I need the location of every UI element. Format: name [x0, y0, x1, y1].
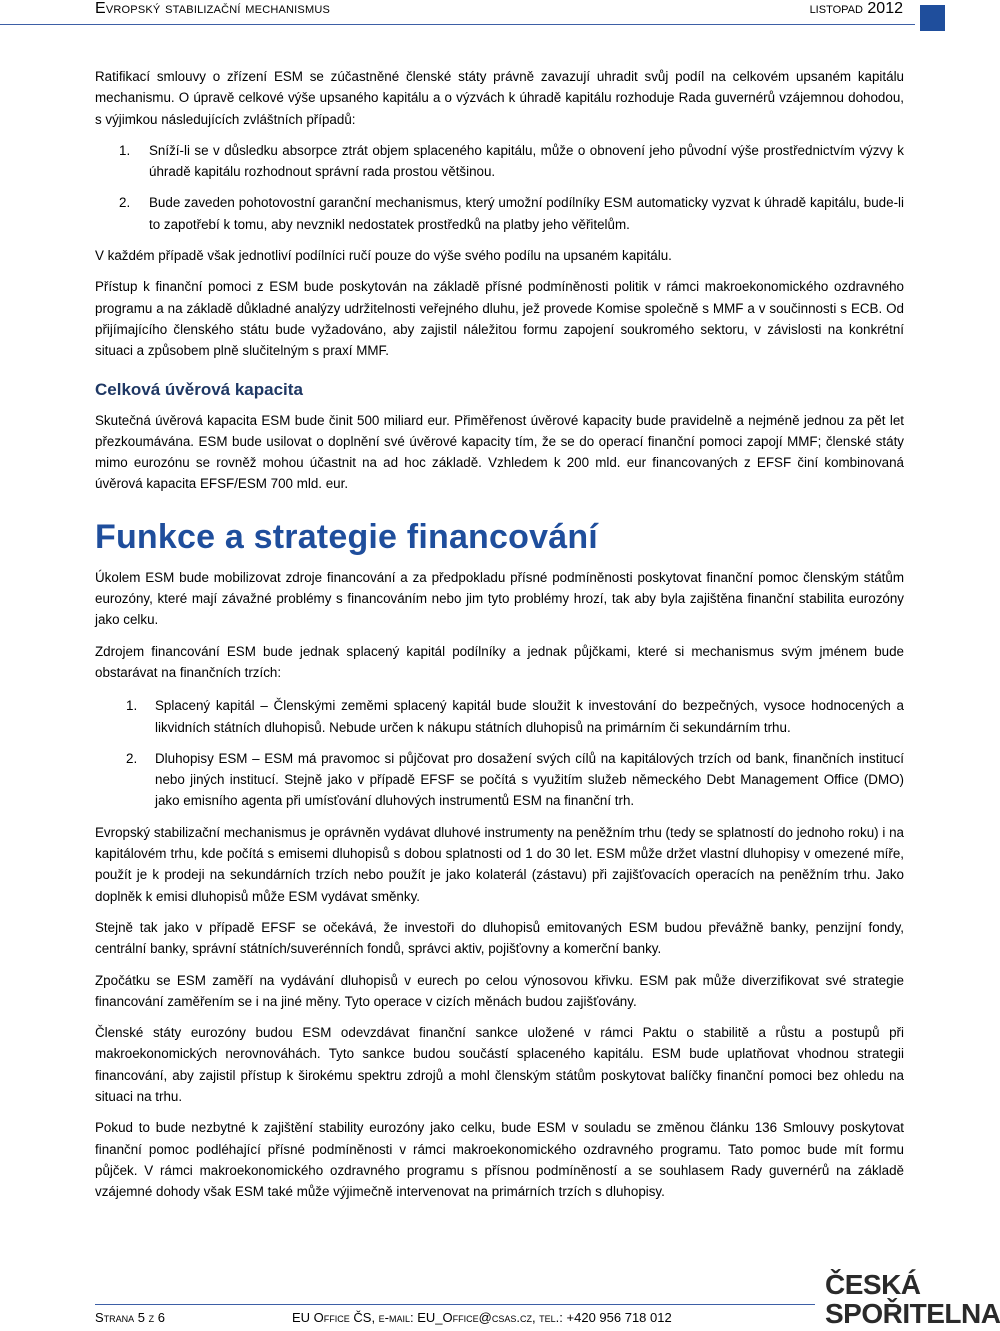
- funding-sources-list: [95, 695, 904, 811]
- paragraph-intro: Ratifikací smlouvy o zřízení ESM se zúčastněné členské státy právně zavazují uhradit svůj podíl na celkovém upsaném kapitálu mechanismu. O úpravě celkové výše upsaného kapitálu a o výzvách k úhradě kapitálu rozhoduje Rada guvernérů vzájemnou dohodou, s výjimkou následujících zvláštních případů:: [95, 69, 904, 127]
- list-item-text: Sníží-li se v důsledku absorpce ztrát objem splaceného kapitálu, může o obnovení jeho původní výše prostřednictvím výzvy k úhradě kapitálu rozhodnout správní rada prostou většinou.: [149, 142, 904, 180]
- list-item-text: Bude zaveden pohotovostní garanční mechanismus, který umožní podílníky ESM automaticky vyzvat k úhradě kapitálu, bude-li to zapotřebí k tomu, aby nevznikl nedostatek prostředků na platby jeho věřitelům.: [149, 195, 904, 232]
- paragraph-capacity: Skutečná úvěrová kapacita ESM bude činit 500 miliard eur. Přiměřenost úvěrové kapacity bude pravidelně a nejméně jednou za pět let přezkoumávána. ESM bude usilovat o doplnění své úvěrové kapacity tím, že se do operací finanční pomoci zapojí MMF; členské státy mimo eurozónu se rovněž mohou účastnit na ad hoc základě. Vzhledem k 200 mld. eur financovaných z EFSF činí kombinovaná úvěrová kapacita EFSF/ESM 700 mld. eur.: [95, 412, 904, 492]
- paragraph-authorized: Evropský stabilizační mechanismus je oprávněn vydávat dluhové instrumenty na peněžním trhu (tedy se splatností do jednoho roku) i na kapitálovém trhu, kde počítá s emisemi dluhopisů s dobou splatnosti od 1 do 30 let. ESM může držet vlastní dluhopisy v omezené míře, použít je k prodeji na sekundárních trzích nebo použít je jako kolaterál (zástavu) při zajišťovacích operacích na peněžním trhu. Jako doplněk k emisi dluhopisů může ESM vydávat směnky.: [95, 824, 904, 904]
- list-item-text: Splacený kapitál – Členskými zeměmi splacený kapitál bude sloužit k investování do bezpečných, vysoce hodnocených a likvidních státních dluhopisů. Nebude určen k nákupu státních dluhopisů na primárním či sekundárním trhu.: [155, 698, 904, 735]
- list-number: 1.: [126, 698, 138, 714]
- paragraph-investors: Stejně tak jako v případě EFSF se očekává, že investoři do dluhopisů emitovaných ESM budou převážně banky, penzijní fondy, centrální banky, správní státních/suverénních fondů, správci aktiv, pojišťovny a komerční banky.: [95, 919, 904, 957]
- list-item-text: Dluhopisy ESM – ESM má pravomoc si půjčovat pro dosažení svých cílů na kapitálových trzích od bank, finančních institucí nebo jiných institucí. Stejně jako v případě EFSF se počítá s využitím služeb německého Debt Management Office (DMO) jako emisního agenta při umísťování dluhových instrumentů ESM na finanční trh.: [155, 750, 904, 809]
- paragraph-necessary: Pokud to bude nezbytné k zajištění stability eurozóny jako celku, bude ESM v souladu se změnou článku 136 Smlouvy poskytovat finanční pomoc podléhající přísné podmíněnosti v rámci makroekonomického ozdravného programu. Tato pomoc bude mít formu půjček. V rámci makroekonomického ozdravného programu s přísnou podmíněností a se souhlasem Rady guvernérů na základě vzájemné dohody však ESM také může výjimečně intervenovat na primárních trzích s dluhopisy.: [95, 1120, 904, 1200]
- list-item: [95, 695, 904, 738]
- logo-line-1: ČESKÁ: [825, 1269, 921, 1300]
- header-date: listopad 2012: [809, 0, 903, 17]
- paragraph-sources: Zdrojem financování ESM bude jednak splacený kapitál podílníky a jednak půjčkami, které si mechanismus svým jménem bude obstarávat na finančních trzích:: [95, 643, 904, 680]
- header-accent-block: [920, 5, 945, 31]
- list-item: [95, 192, 904, 235]
- list-item: [95, 748, 904, 812]
- footer-page-number: Strana 5 z 6: [95, 1310, 165, 1325]
- heading-capacity: Celková úvěrová kapacita: [95, 379, 303, 399]
- ceska-sporitelna-logo: [825, 1269, 1000, 1331]
- paragraph-initially: Zpočátku se ESM zaměří na vydávání dluhopisů v eurech po celou výnosovou křivku. ESM pak může diverzifikovat své strategie financování zaměřením se i na jiné měny. Tyto operace v cizích měnách budou zajišťovány.: [95, 972, 904, 1009]
- footer-contact: EU Office ČS, e-mail: EU_Office@csas.cz, tel.: +420 956 718 012: [292, 1310, 672, 1325]
- header-divider: [0, 24, 915, 25]
- list-number: 2.: [126, 750, 138, 766]
- heading-funding: Funkce a strategie financování: [95, 517, 598, 556]
- logo-line-2: SPOŘITELNA: [825, 1298, 1000, 1329]
- paragraph-access: Přístup k finanční pomoci z ESM bude poskytován na základě přísné podmíněnosti politik v rámci makroekonomického ozdravného programu a na základě důkladné analýzy udržitelnosti veřejného dluhu, jež provede Komise společně s MMF a v součinnosti s ECB. Od přijímajícího členského státu bude vyžadováno, aby zajistil náležitou formu zapojení soukromého sektoru, v závislosti na konkrétní situaci a způsobem plně slučitelným s praxí MMF.: [95, 279, 904, 359]
- header-title: Evropský stabilizační mechanismus: [95, 0, 330, 17]
- list-number: 2.: [119, 195, 131, 211]
- document-body: [95, 66, 904, 1202]
- footer-divider: [95, 1304, 815, 1305]
- list-item: [95, 140, 904, 183]
- paragraph-task: Úkolem ESM bude mobilizovat zdroje financování a za předpokladu přísné podmíněnosti poskytovat finanční pomoc členským státům eurozóny, které mají závažné problémy s financováním nebo jim tyto problémy hrozí, tak aby byla zajištěna finanční stabilita eurozóny jako celku.: [95, 569, 904, 628]
- special-cases-list: [95, 140, 904, 235]
- list-number: 1.: [119, 142, 131, 158]
- paragraph-each-case: V každém případě však jednotliví podílníci ručí pouze do výše svého podílu na upsaném kapitálu.: [95, 248, 672, 264]
- page-header: [0, 0, 960, 36]
- paragraph-sanctions: Členské státy eurozóny budou ESM odevzdávat finanční sankce uložené v rámci Paktu o stabilitě a růstu a postupů při makroekonomických nerovnováhách. Tyto sankce budou součástí splaceného kapitálu. ESM bude uplatňovat vhodnou strategii financování, aby zajistil přístup k širokému spektru zdrojů a mohl členským státům poskytovat balíčky finanční pomoci bez ohledu na situaci na trhu.: [95, 1025, 904, 1104]
